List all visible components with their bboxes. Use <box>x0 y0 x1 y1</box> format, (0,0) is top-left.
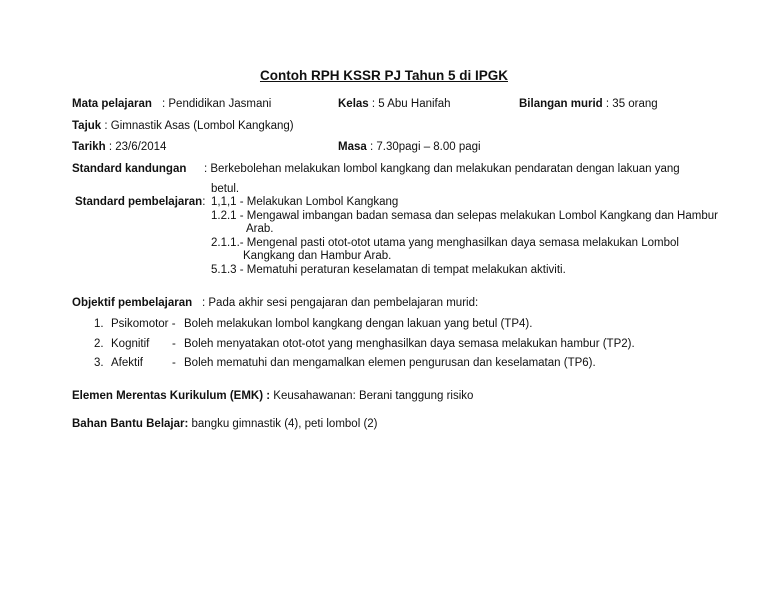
tajuk-value: : Gimnastik Asas (Lombol Kangkang) <box>104 120 294 132</box>
standard-kandungan-line1: : Berkebolehan melakukan lombol kangkang dan melakukan pendaratan dengan lakuan yang <box>204 163 680 175</box>
masa-value: : 7.30pagi – 8.00 pagi <box>369 141 481 153</box>
tajuk-label: Tajuk <box>72 120 102 132</box>
sp-line4: 5.1.3 - Mematuhi peraturan keselamatan di tempat melakukan aktiviti. <box>211 264 566 276</box>
masa-label: Masa <box>338 141 367 153</box>
sp-line1: 1,1,1 - Melakukan Lombol Kangkang <box>211 196 399 208</box>
mata-pelajaran-field <box>72 98 152 110</box>
sp-line3b: Kangkang dan Hambur Arab. <box>243 250 392 262</box>
objektif-item-num: 1. <box>94 318 104 330</box>
standard-kandungan-line2: betul. <box>211 183 240 195</box>
emk-value: Keusahawanan: Berani tanggung risiko <box>270 390 474 402</box>
bilangan-murid-field <box>519 98 658 110</box>
objektif-item-domain: Psikomotor - <box>111 318 176 330</box>
mata-pelajaran-label: Mata pelajaran <box>72 98 152 110</box>
objektif-item-dash: - <box>172 338 176 350</box>
objektif-item-text: Boleh mematuhi dan mengamalkan elemen pengurusan dan keselamatan (TP6). <box>184 357 596 369</box>
standard-pembelajaran-colon: : <box>202 196 206 208</box>
bbb-value: bangku gimnastik (4), peti lombol (2) <box>188 418 378 430</box>
objektif-label: Objektif pembelajaran <box>72 297 193 309</box>
bbb-label: Bahan Bantu Belajar: <box>72 418 189 430</box>
objektif-item-domain: Afektif <box>111 357 143 369</box>
standard-kandungan-label: Standard kandungan <box>72 163 187 175</box>
objektif-item-text: Boleh melakukan lombol kangkang dengan lakuan yang betul (TP4). <box>184 318 533 330</box>
tarikh-value: : 23/6/2014 <box>108 141 167 153</box>
sp-line2a: 1.2.1 - Mengawal imbangan badan semasa dan selepas melakukan Lombol Kangkang dan Hambur <box>211 210 718 222</box>
emk-label: Elemen Merentas Kurikulum (EMK) : <box>72 390 271 402</box>
mata-pelajaran-value: : Pendidikan Jasmani <box>162 98 272 110</box>
kelas-field <box>338 98 451 110</box>
kelas-value: : 5 Abu Hanifah <box>371 98 451 110</box>
kelas-label: Kelas <box>338 98 369 110</box>
objektif-item-num: 3. <box>94 357 104 369</box>
sp-line3a: 2.1.1.- Mengenal pasti otot-otot utama yang menghasilkan daya semasa melakukan Lombol <box>211 237 679 249</box>
masa-field <box>338 141 481 153</box>
standard-pembelajaran-label: Standard pembelajaran: <box>75 196 206 208</box>
bilangan-murid-value: : 35 orang <box>605 98 658 110</box>
objektif-item-dash: - <box>172 357 176 369</box>
tarikh-label: Tarikh <box>72 141 106 153</box>
tajuk-field <box>72 120 294 132</box>
tarikh-field <box>72 141 166 153</box>
objektif-intro: : Pada akhir sesi pengajaran dan pembelajaran murid: <box>202 297 479 309</box>
sp-line2b: Arab. <box>246 223 274 235</box>
bbb-field <box>72 418 378 430</box>
document-title: Contoh RPH KSSR PJ Tahun 5 di IPGK <box>259 68 508 83</box>
emk-field <box>72 390 473 402</box>
bilangan-murid-label: Bilangan murid <box>519 98 603 110</box>
objektif-item-text: Boleh menyatakan otot-otot yang menghasilkan daya semasa melakukan hambur (TP2). <box>184 338 635 350</box>
objektif-item-domain: Kognitif <box>111 338 150 350</box>
objektif-item-num: 2. <box>94 338 104 350</box>
